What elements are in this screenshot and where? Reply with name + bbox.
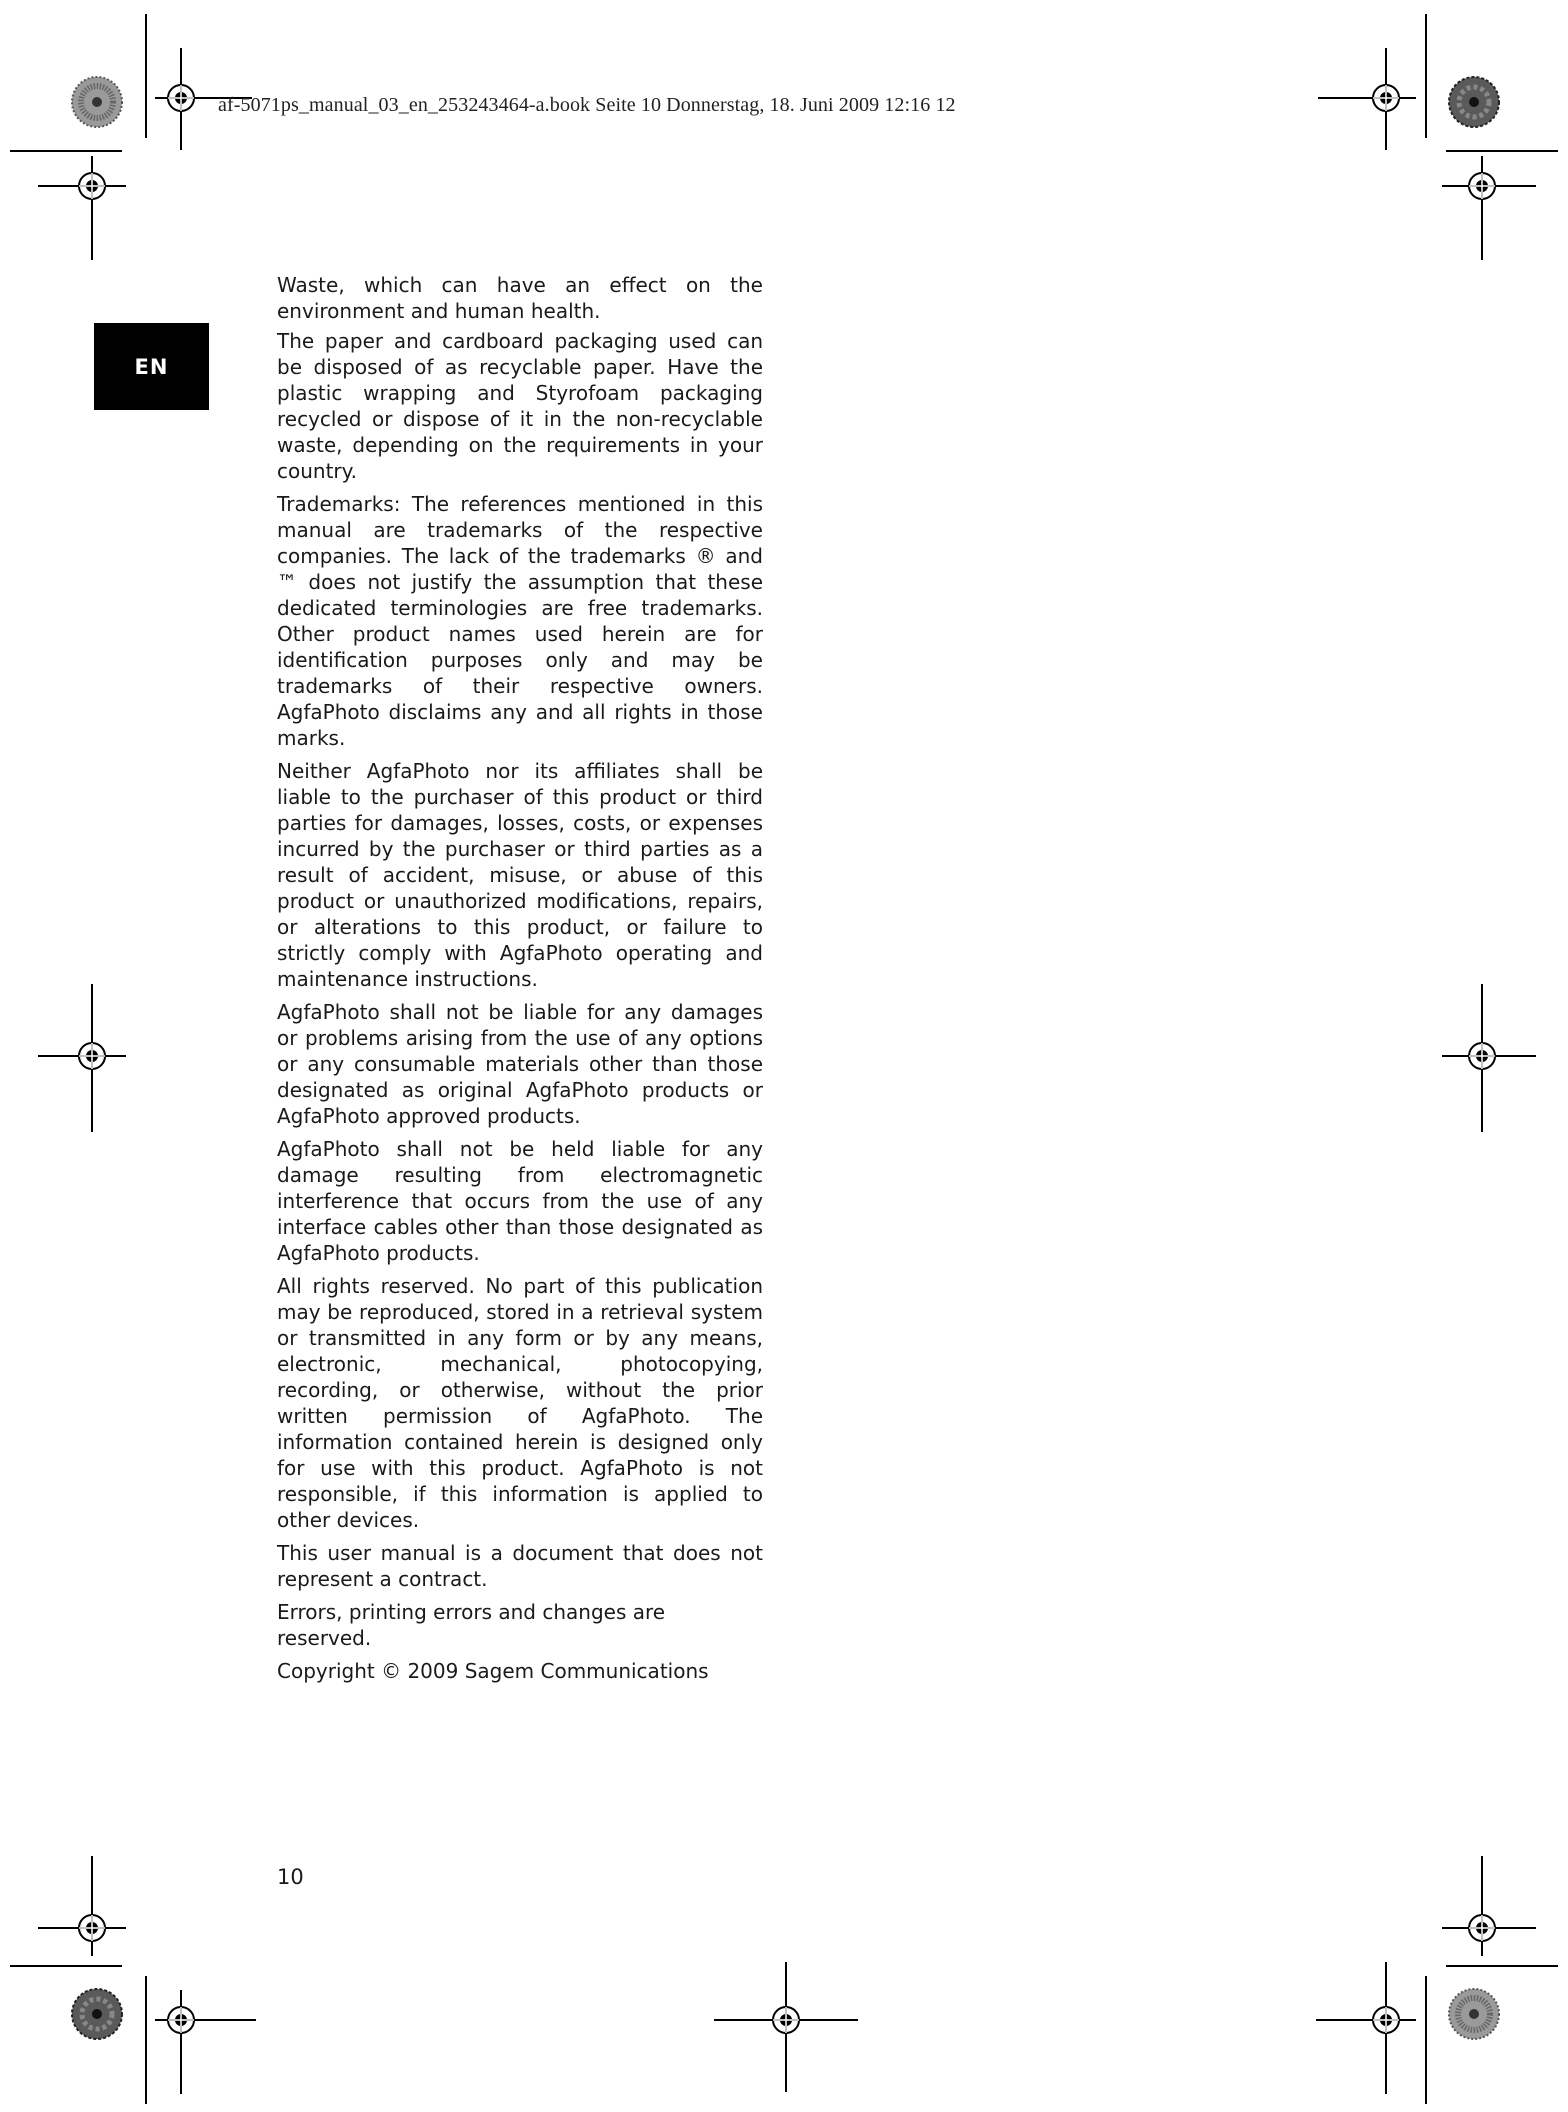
color-wheel-top-left [72, 77, 122, 127]
registration-mark-bottom-left-a [79, 1915, 105, 1941]
registration-mark-middle-right [1469, 1043, 1495, 1069]
registration-mark-top-right-a [1373, 85, 1399, 111]
registration-mark-bottom-left-b [168, 2007, 194, 2033]
color-wheel-bottom-left [72, 1989, 122, 2039]
color-wheel-bottom-right [1449, 1989, 1499, 2039]
page-number: 10 [277, 1865, 304, 1889]
registration-mark-top-right-b [1469, 173, 1495, 199]
paragraph-errors: Errors, printing errors and changes are reserved. [277, 1600, 666, 1650]
paragraph-trademarks [277, 491, 763, 751]
registration-mark-bottom-right-b [1373, 2007, 1399, 2033]
print-slug: af-5071ps_manual_03_en_253243464-a.book Seite 10 Donnerstag, 18. Juni 2009 12:16 12 [218, 94, 956, 116]
color-wheel-top-right [1449, 77, 1499, 127]
registration-mark-middle-left [79, 1043, 105, 1069]
body-text [277, 272, 763, 1691]
registration-mark-bottom-right-a [1469, 1915, 1495, 1941]
paragraph-contract: This user manual is a document that does not represent a contract. [277, 1541, 763, 1591]
registration-mark-top-left-b [79, 173, 105, 199]
trademarks-text: The references mentioned in this manual are trademarks of the respective companies. The lack of the trademarks ® and ™ does not justify the assumption that these dedicated terminologies are free trademarks. Other product names used herein are for identification purposes only and may be trademarks of their respective owners. AgfaPhoto disclaims any and all rights in those marks. [277, 492, 763, 750]
paragraph-liability: Neither AgfaPhoto nor its affiliates shall be liable to the purchaser of this product or third parties for damages, losses, costs, or expenses incurred by the purchaser or third parties as a result of accident, misuse, or abuse of this product or unauthorized modifications, repairs, or alterations to this product, or failure to strictly comply with AgfaPhoto operating and maintenance instructions. [277, 759, 763, 991]
paragraph-waste: Waste, which can have an effect on the environment and human health. [277, 273, 763, 323]
trademarks-label: Trademarks: [277, 492, 401, 516]
paragraph-consumables: AgfaPhoto shall not be liable for any damages or problems arising from the use of any options or any consumable materials other than those designated as original AgfaPhoto products or AgfaPhoto approved products. [277, 1000, 763, 1128]
copyright-line: Copyright © 2009 Sagem Communications [277, 1659, 709, 1683]
paragraph-packaging: The paper and cardboard packaging used can be disposed of as recyclable paper. Have the plastic wrapping and Styrofoam packaging recycled or dispose of it in the non-recyclable waste, depending on the requirements in your country. [277, 329, 763, 483]
paragraph-rights: All rights reserved. No part of this publication may be reproduced, stored in a retrieval system or transmitted in any form or by any means, electronic, mechanical, photocopying, recording, or otherwise, without the prior written permission of AgfaPhoto. The information contained herein is designed only for use with this product. AgfaPhoto is not responsible, if this information is applied to other devices. [277, 1274, 763, 1532]
language-tab: EN [94, 323, 209, 410]
registration-mark-bottom-center [773, 2007, 799, 2033]
registration-mark-top-left-a [168, 85, 194, 111]
paragraph-interference: AgfaPhoto shall not be held liable for any damage resulting from electromagnetic interference that occurs from the use of any interface cables other than those designated as AgfaPhoto products. [277, 1137, 763, 1265]
